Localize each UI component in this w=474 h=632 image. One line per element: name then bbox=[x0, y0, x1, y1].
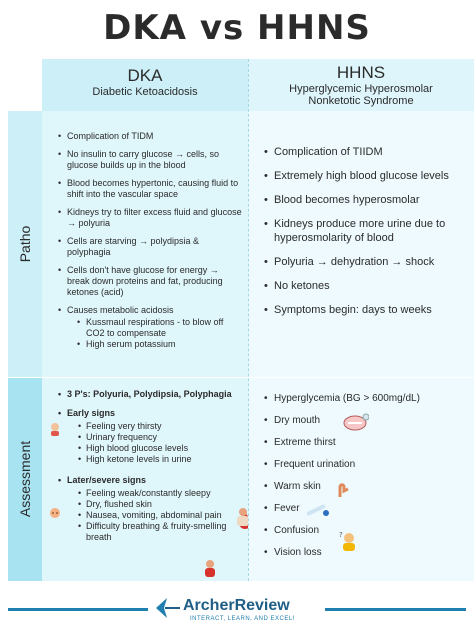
row-divider bbox=[8, 377, 474, 378]
assessment-dka-cell bbox=[42, 377, 248, 581]
hhns-header-subtitle-1: Hyperglycemic Hyperosmolar bbox=[289, 83, 433, 95]
list-item: • Confusion bbox=[264, 525, 470, 537]
list-item: • Symptoms begin: days to weeks bbox=[264, 303, 470, 317]
list-item: • Complication of TIIDM bbox=[264, 145, 470, 159]
patho-label: Patho bbox=[17, 225, 33, 263]
sleepy-person-icon bbox=[48, 507, 62, 521]
list-item: • Vision loss bbox=[264, 547, 470, 559]
list-item: • Hyperglycemia (BG > 600mg/dL) bbox=[264, 393, 470, 405]
confused-person-icon bbox=[338, 529, 360, 551]
assessment-hhns-cell bbox=[248, 377, 474, 581]
warm-skin-icon bbox=[336, 481, 352, 499]
list-item: • Blood becomes hyperosmolar bbox=[264, 193, 470, 207]
list-item: • Polyuria → dehydration → shock bbox=[264, 255, 470, 269]
list-item-text: Causes metabolic acidosis bbox=[67, 305, 174, 315]
list-item: • Extremely high blood glucose levels bbox=[264, 169, 470, 183]
thermometer-icon bbox=[304, 503, 332, 517]
page-title: DKA vs HHNS bbox=[103, 8, 371, 48]
dka-header bbox=[42, 59, 248, 111]
archer-logo-icon bbox=[155, 596, 181, 620]
list-item: • Nausea, vomiting, abdominal pain bbox=[78, 510, 246, 521]
list-item bbox=[58, 305, 243, 350]
assessment-label: Assessment bbox=[17, 440, 33, 518]
list-item: • Feeling very thirsty bbox=[78, 421, 246, 432]
list-item: • Kussmaul respirations - to blow off CO2 to compensate bbox=[77, 317, 243, 339]
list-item: • No insulin to carry glucose → cells, so glucose builds up in the blood bbox=[58, 149, 243, 171]
dka-header-name: DKA bbox=[127, 66, 163, 85]
hhns-header-name: HHNS bbox=[336, 63, 386, 82]
brand-name: ArcherReview bbox=[183, 597, 290, 614]
patho-row-label bbox=[8, 111, 42, 377]
list-item: • Complication of TIDM bbox=[58, 131, 243, 142]
list-item: • Urinary frequency bbox=[78, 432, 246, 443]
list-item: • Cells are starving → polydipsia & polyphagia bbox=[58, 236, 243, 258]
thirsty-person-icon bbox=[48, 422, 62, 436]
patho-hhns-cell bbox=[248, 111, 474, 377]
footer-line-left bbox=[8, 608, 148, 611]
patho-dka-cell bbox=[42, 111, 248, 377]
list-item: • High ketone levels in urine bbox=[78, 454, 246, 465]
list-item: • Kidneys try to filter excess fluid and glucose → polyuria bbox=[58, 207, 243, 229]
hhns-header-subtitle-2: Nonketotic Syndrome bbox=[308, 95, 414, 107]
list-item: • Dry mouth bbox=[264, 415, 470, 427]
hhns-header bbox=[248, 59, 474, 111]
dry-mouth-icon bbox=[343, 413, 369, 431]
assessment-row-label bbox=[8, 377, 42, 581]
breathing-person-icon bbox=[202, 559, 218, 577]
dka-header-subtitle: Diabetic Ketoacidosis bbox=[92, 86, 198, 98]
early-signs-label: • Early signs bbox=[58, 408, 246, 419]
late-signs-label: • Later/severe signs bbox=[58, 475, 246, 486]
list-item: • Frequent urination bbox=[264, 459, 470, 471]
patho-hhns-list bbox=[264, 145, 470, 327]
patho-dka-list bbox=[58, 131, 243, 357]
list-item: • Difficulty breathing & fruity-smelling breath bbox=[78, 521, 246, 543]
column-divider bbox=[248, 59, 250, 581]
svg-text:?: ? bbox=[339, 531, 343, 539]
early-signs-list bbox=[78, 421, 246, 465]
footer-line-right bbox=[325, 608, 466, 611]
list-item: • Cells don't have glucose for energy → break down proteins and fat, producing ketones (acid) bbox=[58, 265, 243, 298]
brand-tagline: INTERACT, LEARN, AND EXCEL! bbox=[190, 616, 295, 622]
list-item: • Kidneys produce more urine due to hyperosmolarity of blood bbox=[264, 217, 470, 245]
late-signs-list bbox=[78, 488, 246, 543]
patho-dka-sublist bbox=[67, 317, 243, 350]
list-item: • High blood glucose levels bbox=[78, 443, 246, 454]
list-item: • Blood becomes hypertonic, causing fluid to shift into the vascular space bbox=[58, 178, 243, 200]
list-item: • Warm skin bbox=[264, 481, 470, 493]
list-item: • Dry, flushed skin bbox=[78, 499, 246, 510]
list-item: • Feeling weak/constantly sleepy bbox=[78, 488, 246, 499]
assessment-dka-content bbox=[58, 389, 246, 553]
list-item: • Fever bbox=[264, 503, 470, 515]
three-ps: • 3 P's: Polyuria, Polydipsia, Polyphagia bbox=[58, 389, 246, 400]
list-item: • No ketones bbox=[264, 279, 470, 293]
list-item: • High serum potassium bbox=[77, 339, 243, 350]
list-item: • Extreme thirst bbox=[264, 437, 470, 449]
comparison-table bbox=[8, 59, 474, 581]
